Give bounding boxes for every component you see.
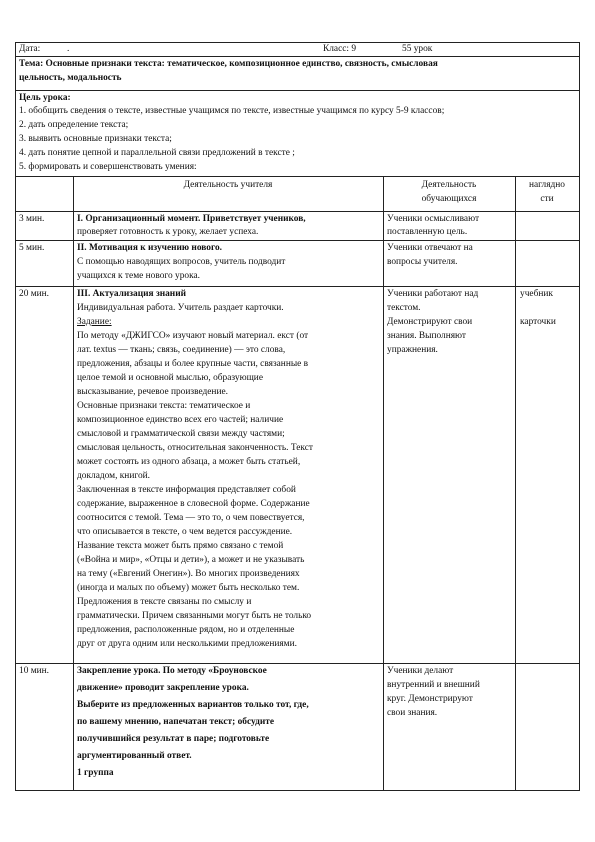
- row-students-line: знания. Выполняют: [387, 331, 467, 341]
- table-border: [15, 211, 580, 212]
- row-teacher-line: целое темой и основной мыслью, образующие: [77, 373, 263, 383]
- column-header-students: Деятельность: [421, 180, 477, 190]
- row-teacher-line: предложения, расположенные рядом, но и отделенные: [77, 625, 295, 635]
- column-border: [73, 176, 74, 790]
- row-teacher-line: I. Организационный момент. Приветствует учеников,: [77, 214, 306, 224]
- table-border: [15, 286, 580, 287]
- table-border: [15, 42, 16, 790]
- row-teacher-line: Выберите из предложенных вариантов только тот, где,: [77, 700, 309, 710]
- column-header-teacher: Деятельность учителя: [183, 180, 273, 190]
- row-teacher-line: 1 группа: [77, 768, 114, 778]
- row-teacher-line: Название текста может быть прямо связано с темой: [77, 541, 284, 551]
- table-border: [15, 663, 580, 664]
- table-border: [15, 790, 580, 791]
- row-students-line: текстом.: [387, 303, 421, 313]
- row-teacher-line: друг от друга одним или несколькими предложениями.: [77, 639, 297, 649]
- row-teacher-line: проверяет готовность к уроку, желает успеха.: [77, 227, 259, 237]
- column-header-visual: сти: [540, 194, 554, 204]
- goal-item: 2. дать определение текста;: [19, 120, 129, 130]
- row-teacher-line: содержание, выраженное в словесной форме. Содержание: [77, 499, 310, 509]
- row-teacher-line: предложения, абзацы и более крупные части, связанные в: [77, 359, 309, 369]
- row-teacher-line: учащихся к теме нового урока.: [77, 271, 201, 281]
- column-border: [515, 176, 516, 790]
- row-students-line: Демонстрируют свои: [387, 317, 473, 327]
- row-teacher-line: Основные признаки текста: тематическое и: [77, 401, 251, 411]
- table-border: [15, 90, 580, 91]
- row-time: 5 мин.: [19, 243, 45, 253]
- date-label: Дата:: [19, 44, 41, 54]
- row-students-line: внутренний и внешний: [387, 680, 480, 690]
- goal-item: 1. обобщить сведения о тексте, известные учащимся по тексте, известные учащимся по курсу 5-9 классов;: [19, 106, 445, 116]
- row-teacher-line: на тему («Евгений Онегин»). Во многих произведениях: [77, 569, 300, 579]
- goal-item: 4. дать понятие цепной и параллельной связи предложений в тексте ;: [19, 148, 295, 158]
- column-header-visual: наглядно: [528, 180, 565, 190]
- row-students-line: Ученики осмысливают: [387, 214, 480, 224]
- row-time: 10 мин.: [19, 666, 50, 676]
- table-border: [15, 176, 580, 177]
- table-border: [15, 42, 580, 43]
- table-border: [15, 240, 580, 241]
- goal-item: 3. выявить основные признаки текста;: [19, 134, 172, 144]
- column-header-students: обучающихся: [421, 194, 477, 204]
- row-teacher-line: что описывается в тексте, о чем ведется рассуждение.: [77, 527, 293, 537]
- lesson-number: 55 урок: [402, 44, 433, 54]
- row-teacher-line: Индивидуальная работа. Учитель раздает карточки.: [77, 303, 284, 313]
- class-label: Класс: 9: [323, 44, 357, 54]
- row-teacher-line: высказывание, речевое произведение.: [77, 387, 228, 397]
- table-border: [579, 42, 580, 790]
- row-teacher-line: (иногда и малых по объему) может быть несколько тем.: [77, 583, 300, 593]
- row-teacher-line: С помощью наводящих вопросов, учитель подводит: [77, 257, 286, 267]
- row-teacher-line: грамматически. Причем связанными могут быть не только: [77, 611, 312, 621]
- goals-title: Цель урока:: [19, 93, 71, 103]
- row-visual-line: учебник: [520, 289, 553, 299]
- row-teacher-line: смысловой и грамматической связи между частями;: [77, 429, 285, 439]
- row-teacher-line: аргументированный ответ.: [77, 751, 192, 761]
- row-students-line: Ученики делают: [387, 666, 454, 676]
- column-border: [383, 176, 384, 790]
- date-value: .: [67, 44, 70, 54]
- row-students-line: упражнения.: [387, 345, 438, 355]
- row-teacher-line: может состоять из одного абзаца, а может быть статьей,: [77, 457, 301, 467]
- row-teacher-line: по вашему мнению, напечатан текст; обсудите: [77, 717, 275, 727]
- row-teacher-line: Задание:: [77, 317, 112, 327]
- topic-line: Тема: Основные признаки текста: тематическое, композиционное единство, связность, смысловая: [19, 59, 438, 69]
- row-visual-line: карточки: [520, 317, 556, 327]
- row-teacher-line: Предложения в тексте связаны по смыслу и: [77, 597, 252, 607]
- row-teacher-line: По методу «ДЖИГСО» изучают новый материал. екст (от: [77, 331, 309, 341]
- row-students-line: Ученики работают над: [387, 289, 479, 299]
- row-students-line: свои знания.: [387, 708, 438, 718]
- row-teacher-line: докладом, книгой.: [77, 471, 150, 481]
- row-students-line: поставленную цель.: [387, 227, 468, 237]
- row-teacher-line: II. Мотивация к изучению нового.: [77, 243, 223, 253]
- table-border: [15, 56, 580, 57]
- goal-item: 5. формировать и совершенствовать умения:: [19, 162, 197, 172]
- row-time: 3 мин.: [19, 214, 45, 224]
- topic-line: цельность, модальность: [19, 73, 122, 83]
- row-students-line: вопросы учителя.: [387, 257, 458, 267]
- row-teacher-line: лат. textus — ткань; связь, соединение) — это слова,: [77, 345, 286, 355]
- row-time: 20 мин.: [19, 289, 50, 299]
- row-students-line: круг. Демонстрируют: [387, 694, 473, 704]
- row-teacher-line: III. Актуализация знаний: [77, 289, 187, 299]
- row-teacher-line: Закрепление урока. По методу «Броуновское: [77, 666, 267, 676]
- row-teacher-line: Заключенная в тексте информация представляет собой: [77, 485, 296, 495]
- row-teacher-line: соотносится с темой. Тема — это то, о чем повествуется,: [77, 513, 305, 523]
- row-teacher-line: композиционное единство всех его частей; наличие: [77, 415, 284, 425]
- row-teacher-line: смысловая цельность, относительная законченность. Текст: [77, 443, 313, 453]
- row-teacher-line: («Война и мир», «Отцы и дети»), а может и не указывать: [77, 555, 305, 565]
- row-students-line: Ученики отвечают на: [387, 243, 473, 253]
- row-teacher-line: движение» проводит закрепление урока.: [77, 683, 249, 693]
- row-teacher-line: получившийся результат в паре; подготовьте: [77, 734, 270, 744]
